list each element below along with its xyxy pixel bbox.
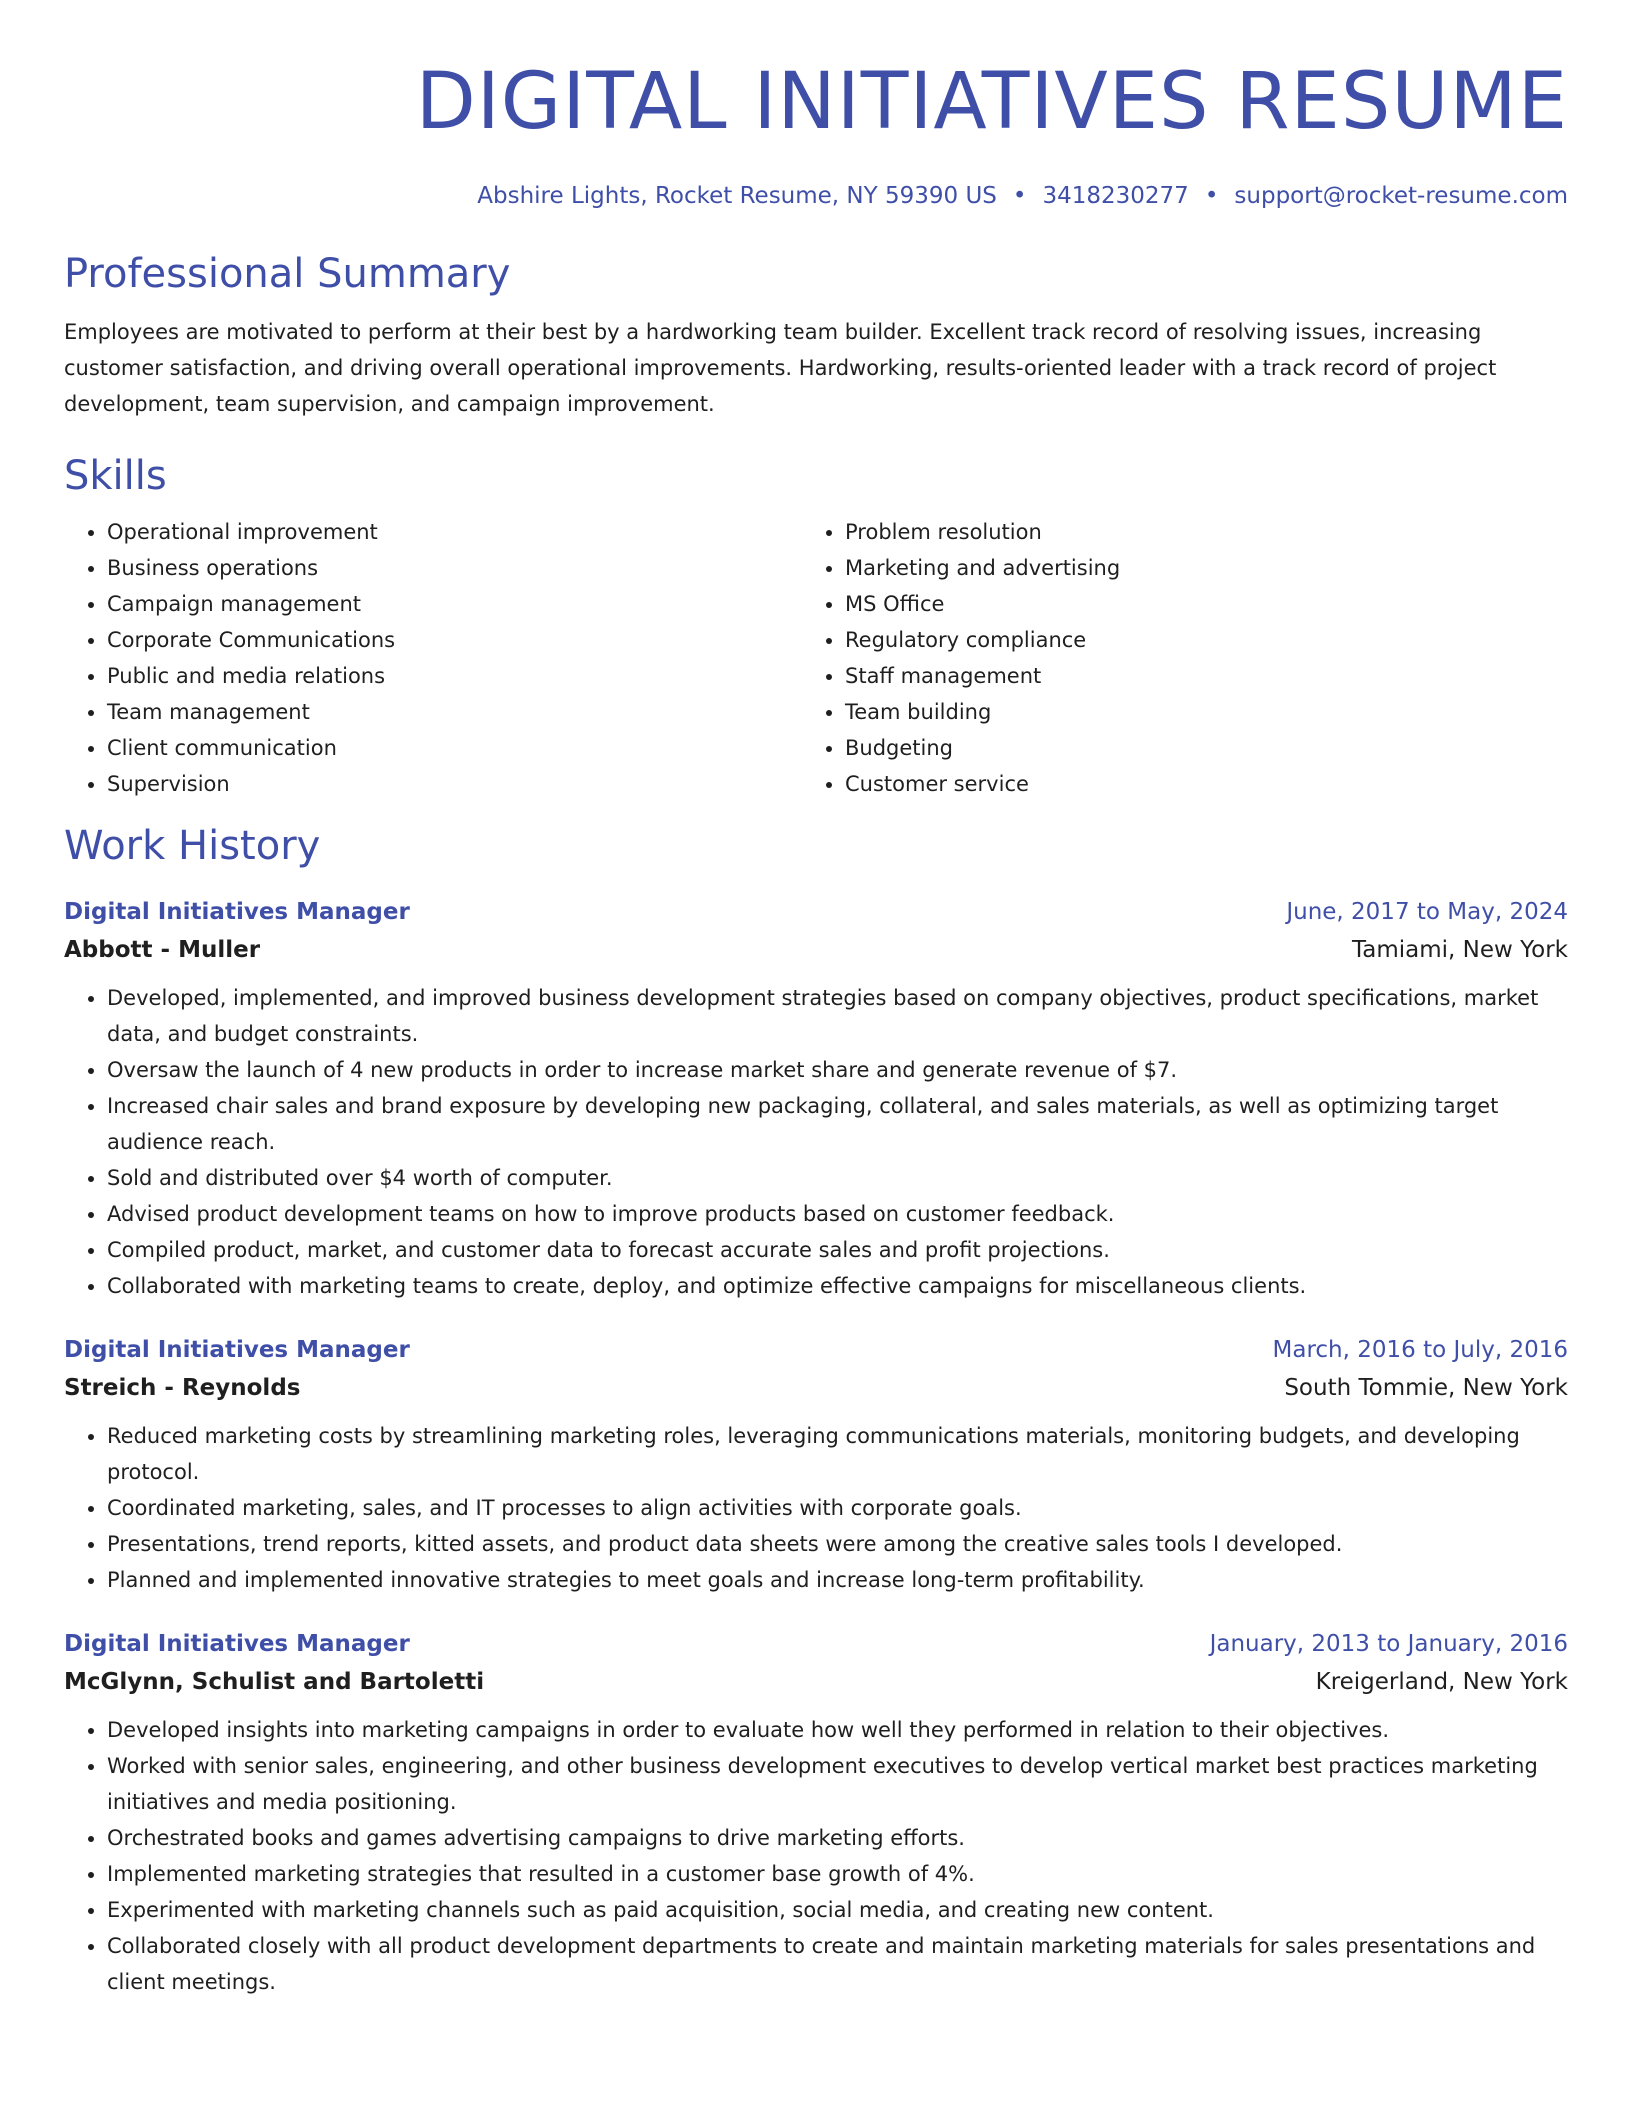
- skill-item: • Campaign management: [107, 586, 802, 622]
- job-title-row: [64, 1332, 1568, 1368]
- skill-item: • Staff management: [845, 658, 1540, 694]
- job-location: Tamiami, New York: [1352, 937, 1568, 963]
- job-bullet: • Increased chair sales and brand exposure by developing new packaging, collateral, and sales materials, as well as optimizing target audience reach.: [107, 1088, 1568, 1160]
- job-entry: [64, 1332, 1568, 1598]
- job-bullet: • Coordinated marketing, sales, and IT processes to align activities with corporate goals.: [107, 1490, 1568, 1526]
- skill-item: • Regulatory compliance: [845, 622, 1540, 658]
- skill-item: • Supervision: [107, 766, 802, 802]
- document-title: DIGITAL INITIATIVES RESUME: [415, 57, 1568, 147]
- skills-heading: Skills: [64, 453, 167, 499]
- job-bullet: • Sold and distributed over $4 worth of computer.: [107, 1160, 1568, 1196]
- job-title: Digital Initiatives Manager: [64, 1631, 410, 1657]
- summary-section: [64, 248, 1568, 422]
- skills-list-left: [64, 514, 802, 802]
- job-location: Kreigerland, New York: [1315, 1669, 1568, 1695]
- resume-header: [64, 52, 1568, 212]
- job-title-row: [64, 1626, 1568, 1662]
- job-title: Digital Initiatives Manager: [64, 1337, 410, 1363]
- job-bullet: • Oversaw the launch of 4 new products in order to increase market share and generate revenue of $7.: [107, 1052, 1568, 1088]
- skill-item: • Budgeting: [845, 730, 1540, 766]
- contact-address: Abshire Lights, Rocket Resume, NY 59390 US: [477, 183, 997, 209]
- job-company-row: [64, 1368, 1568, 1408]
- skills-list-right: [802, 514, 1540, 802]
- job-dates: March, 2016 to July, 2016: [1272, 1337, 1568, 1363]
- skill-item: • Problem resolution: [845, 514, 1540, 550]
- summary-heading: Professional Summary: [64, 251, 511, 297]
- job-dates: June, 2017 to May, 2024: [1286, 899, 1568, 925]
- work-history-heading: Work History: [64, 823, 321, 869]
- job-bullet: • Collaborated closely with all product development departments to create and maintain marketing materials for sales presentations and client meetings.: [107, 1928, 1568, 2000]
- skill-item: • Customer service: [845, 766, 1540, 802]
- contact-separator: •: [1012, 183, 1027, 209]
- job-company-row: [64, 1662, 1568, 1702]
- skill-item: • Marketing and advertising: [845, 550, 1540, 586]
- job-company: McGlynn, Schulist and Bartoletti: [64, 1669, 485, 1695]
- job-bullet-list: [64, 1418, 1568, 1598]
- job-bullet: • Developed insights into marketing campaigns in order to evaluate how well they performed in relation to their objectives.: [107, 1712, 1568, 1748]
- contact-phone: 3418230277: [1042, 183, 1189, 209]
- job-bullet: • Implemented marketing strategies that resulted in a customer base growth of 4%.: [107, 1856, 1568, 1892]
- job-entry: [64, 894, 1568, 1304]
- job-title: Digital Initiatives Manager: [64, 899, 410, 925]
- job-bullet-list: [64, 980, 1568, 1304]
- skill-item: • Team management: [107, 694, 802, 730]
- contact-separator: •: [1204, 183, 1219, 209]
- skill-item: • Business operations: [107, 550, 802, 586]
- job-bullet: • Presentations, trend reports, kitted assets, and product data sheets were among the creative sales tools I developed.: [107, 1526, 1568, 1562]
- work-history-section: [64, 820, 1568, 2000]
- skill-item: • Operational improvement: [107, 514, 802, 550]
- skill-item: • Public and media relations: [107, 658, 802, 694]
- job-bullet: • Orchestrated books and games advertising campaigns to drive marketing efforts.: [107, 1820, 1568, 1856]
- job-company: Streich - Reynolds: [64, 1375, 301, 1401]
- job-entry: [64, 1626, 1568, 2000]
- job-dates: January, 2013 to January, 2016: [1209, 1631, 1568, 1657]
- job-bullet: • Collaborated with marketing teams to create, deploy, and optimize effective campaigns for miscellaneous clients.: [107, 1268, 1568, 1304]
- contact-line: [64, 180, 1568, 212]
- job-bullet-list: [64, 1712, 1568, 2000]
- job-bullet: • Compiled product, market, and customer data to forecast accurate sales and profit projections.: [107, 1232, 1568, 1268]
- skill-item: • Client communication: [107, 730, 802, 766]
- summary-text: Employees are motivated to perform at their best by a hardworking team builder. Excellent track record of resolving issues, increasing customer satisfaction, and driving overall operational improvements. Hardworking, results-oriented leader with a track record of project development, team supervision, and campaign improvement.: [64, 320, 1497, 416]
- skill-item: • Corporate Communications: [107, 622, 802, 658]
- skills-grid: [64, 514, 1568, 802]
- job-location: South Tommie, New York: [1284, 1375, 1568, 1401]
- job-company: Abbott - Muller: [64, 937, 261, 963]
- skill-item: • Team building: [845, 694, 1540, 730]
- job-bullet: • Advised product development teams on how to improve products based on customer feedback.: [107, 1196, 1568, 1232]
- job-bullet: • Worked with senior sales, engineering, and other business development executives to develop vertical market best practices marketing initiatives and media positioning.: [107, 1748, 1568, 1820]
- job-bullet: • Developed, implemented, and improved business development strategies based on company objectives, product specifications, market data, and budget constraints.: [107, 980, 1568, 1052]
- job-company-row: [64, 930, 1568, 970]
- job-bullet: • Experimented with marketing channels such as paid acquisition, social media, and creating new content.: [107, 1892, 1568, 1928]
- skills-section: [64, 450, 1568, 802]
- contact-email[interactable]: support@rocket-resume.com: [1234, 183, 1568, 209]
- job-bullet: • Reduced marketing costs by streamlining marketing roles, leveraging communications materials, monitoring budgets, and developing protocol.: [107, 1418, 1568, 1490]
- skill-item: • MS Office: [845, 586, 1540, 622]
- job-bullet: • Planned and implemented innovative strategies to meet goals and increase long-term profitability.: [107, 1562, 1568, 1598]
- job-title-row: [64, 894, 1568, 930]
